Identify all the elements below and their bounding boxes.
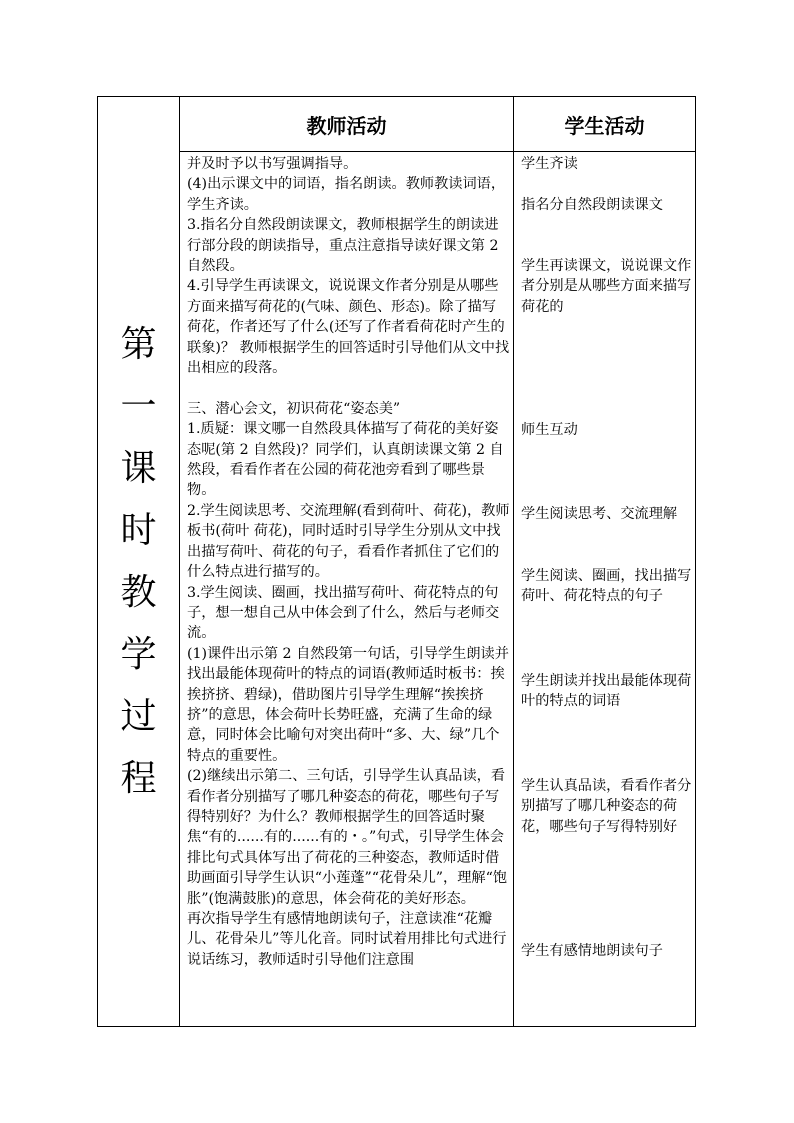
teacher-paragraph: 3.指名分自然段朗读课文，教师根据学生的朗读进行部分段的朗读指导，重点注意指导读好课文第 2 自然段。: [187, 217, 499, 275]
teacher-paragraph: 再次指导学生有感情地朗读句子，注意读准“花瓣儿、花骨朵儿”等儿化音。同时试着用排比句式进行说话练习，教师适时引导他们注意围: [187, 911, 507, 968]
student-entry: 学生阅读、圈画，找出描写荷叶、荷花特点的句子: [521, 568, 692, 605]
side-title-char: 第: [120, 323, 157, 365]
teacher-paragraph: 4.引导学生再读课文，说说课文作者分别是从哪些方面来描写荷花的(气味、颜色、形态)。除了描写荷花，作者还写了什么(还写了作者看荷花时产生的联象)？ 教师根据学生的回答适时引导他们从文中找出相应的段落。: [187, 278, 510, 377]
teacher-paragraph: (2)继续出示第二、三句话，引导学生认真品读，看看作者分别描写了哪几种姿态的荷花，哪些句子写得特别好？为什么？教师根据学生的回答适时聚焦“有的......有的......有的・。”句式，引导学生体会排比句式具体写出了荷花的三种姿态，教师适时借助画面引导学生认识“小莲蓬”“花骨朵儿”，理解“饱胀”(饱满鼓胀)的意思，体会荷花的美好形态。: [187, 768, 508, 907]
student-entry: 学生阅读思考、交流理解: [521, 506, 678, 522]
student-entry: 学生有感情地朗读句子: [521, 943, 663, 959]
student-entry: 学生朗读并找出最能体现荷叶的特点的词语: [521, 673, 692, 710]
side-title-char: 一: [120, 385, 157, 427]
student-entry: 学生认真品读，看看作者分别描写了哪几种姿态的荷花，哪些句子写得特别好: [521, 778, 692, 835]
side-title-char: 教: [120, 571, 157, 613]
teacher-paragraph: (1)课件出示第 2 自然段第一句话，引导学生朗读并找出最能体现荷叶的特点的词语(教师适时板书：挨挨挤挤、碧绿)，借助图片引导学生理解“挨挨挤挤”的意思，体会荷叶长势旺盛，充满了生命的绿意，同时体会比喻句对突出荷叶“多、大、绿”几个特点的重要性。: [187, 645, 509, 764]
teacher-paragraph: 1.质疑：课文哪一自然段具体描写了荷花的美好姿态呢(第 2 自然段)？同学们，认真朗读课文第 2 自然段，看看作者在公园的荷花池旁看到了哪些景物。: [187, 421, 504, 499]
student-entry: 学生齐读: [521, 156, 578, 172]
side-title-cell: [98, 97, 180, 1027]
teacher-paragraph: 2.学生阅读思考、交流理解(看到荷叶、荷花)，教师板书(荷叶 荷花)，同时适时引导学生分别从文中找出描写荷叶、荷花的句子，看看作者抓住了它们的什么特点进行描写的。: [187, 502, 510, 581]
teacher-paragraph: (4)出示课文中的词语，指名朗读。教师教读词语，学生齐读。: [187, 176, 506, 213]
teacher-activity-cell: [180, 152, 514, 1027]
student-entry: 学生再读课文，说说课文作者分别是从哪些方面来描写荷花的: [521, 258, 692, 315]
teacher-activity-header: 教师活动: [180, 97, 514, 152]
student-activity-header: 学生活动: [514, 97, 696, 152]
side-title-char: 过: [120, 695, 157, 737]
student-entry: 指名分自然段朗读课文: [521, 197, 663, 213]
side-title-char: 课: [120, 447, 157, 489]
side-title-char: 程: [120, 757, 157, 799]
side-title-char: 学: [120, 633, 157, 675]
teacher-paragraph: 3.学生阅读、圈画，找出描写荷叶、荷花特点的句子，想一想自己从中体会到了什么，然后与老师交流。: [187, 584, 500, 642]
student-activity-cell: [514, 152, 696, 1027]
teacher-paragraph: 并及时予以书写强调指导。: [187, 156, 358, 172]
side-title-char: 时: [120, 509, 157, 551]
student-entry: 师生互动: [521, 422, 578, 438]
section-heading: 三、潜心会文，初识荷花“姿态美”: [187, 400, 401, 417]
lesson-table: [97, 96, 696, 1027]
